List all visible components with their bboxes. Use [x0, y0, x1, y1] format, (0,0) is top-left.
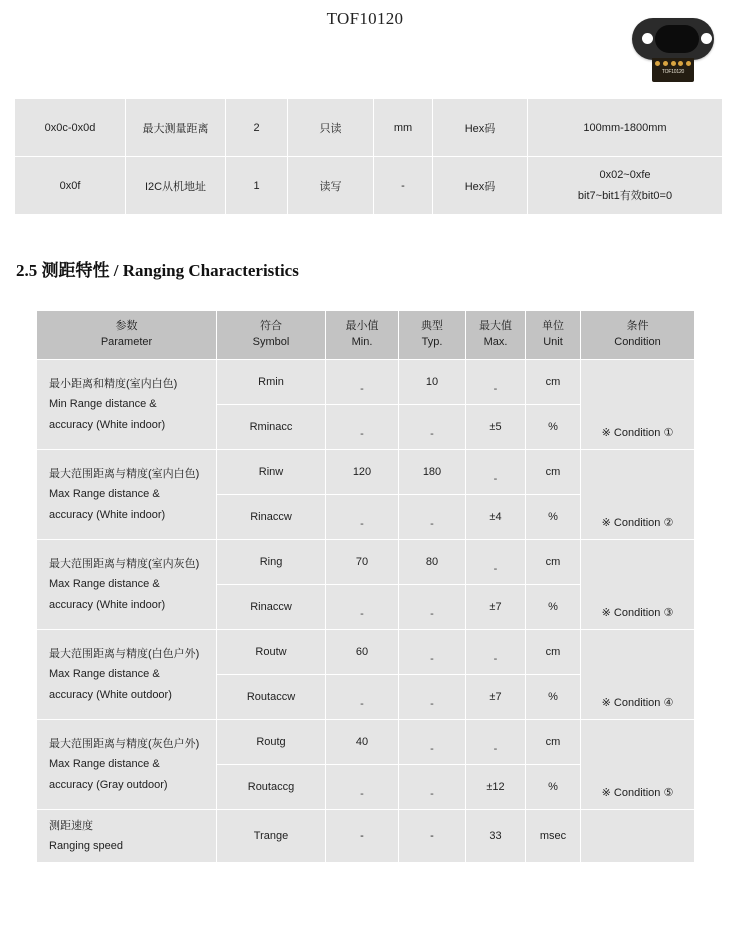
header-cn: 条件 — [626, 320, 649, 333]
typ-value-cell: - — [399, 765, 466, 810]
contact-pad-icon — [671, 61, 676, 66]
sensor-contact-pads — [655, 61, 691, 68]
unit-cell: % — [526, 405, 581, 450]
register-name: 最大测量距离 — [126, 99, 226, 157]
max-value-cell: ±12 — [466, 765, 526, 810]
table-row — [37, 630, 695, 675]
header-en: Condition — [614, 336, 661, 348]
parameter-cell — [37, 810, 217, 863]
max-value-cell: - — [466, 540, 526, 585]
unit-cell: cm — [526, 360, 581, 405]
table-row — [37, 450, 695, 495]
min-value-cell: 70 — [326, 540, 399, 585]
unit-cell: cm — [526, 450, 581, 495]
table-header-row — [37, 311, 695, 360]
condition-cell: ※ Condition ③ — [581, 540, 695, 630]
max-value-cell: - — [466, 630, 526, 675]
header-cn: 典型 — [421, 320, 443, 333]
column-header-unit — [526, 311, 581, 360]
contact-pad-icon — [655, 61, 660, 66]
unit-cell: cm — [526, 540, 581, 585]
register-range — [528, 157, 723, 215]
parameter-cell — [37, 450, 217, 540]
register-access: 读写 — [288, 157, 374, 215]
column-header-max — [466, 311, 526, 360]
min-value-cell: - — [326, 495, 399, 540]
min-value-cell: - — [326, 765, 399, 810]
max-value-cell: - — [466, 720, 526, 765]
header-en: Symbol — [252, 336, 290, 348]
max-value-cell: 33 — [466, 810, 526, 863]
min-value-cell: 60 — [326, 630, 399, 675]
register-range — [528, 99, 723, 157]
contact-pad-icon — [663, 61, 668, 66]
symbol-cell: Rinaccw — [217, 585, 326, 630]
parameter-cn: 最大范围距离与精度(室内灰色) — [49, 557, 200, 570]
column-header-typ — [399, 311, 466, 360]
typ-value-cell: - — [399, 720, 466, 765]
typ-value-cell: - — [399, 810, 466, 863]
parameter-cn: 最大范围距离与精度(灰色户外) — [49, 737, 200, 750]
parameter-en-line2: accuracy (White indoor) — [49, 418, 166, 431]
register-format: Hex码 — [433, 99, 528, 157]
typ-value-cell: 10 — [399, 360, 466, 405]
register-map-table — [14, 98, 723, 215]
max-value-cell: - — [466, 450, 526, 495]
min-value-cell: - — [326, 810, 399, 863]
symbol-cell: Rinw — [217, 450, 326, 495]
parameter-en-line1: Max Range distance & — [49, 488, 160, 501]
symbol-cell: Rminacc — [217, 405, 326, 450]
parameter-cn: 最大范围距离与精度(白色户外) — [49, 647, 200, 660]
column-header-min — [326, 311, 399, 360]
register-unit: mm — [374, 99, 433, 157]
min-value-cell: 120 — [326, 450, 399, 495]
max-value-cell: ±5 — [466, 405, 526, 450]
header-en: Min. — [351, 336, 373, 348]
register-access: 只读 — [288, 99, 374, 157]
typ-value-cell: - — [399, 495, 466, 540]
register-name: I2C从机地址 — [126, 157, 226, 215]
parameter-cn: 最小距离和精度(室内白色) — [49, 377, 178, 390]
typ-value-cell: 180 — [399, 450, 466, 495]
section-heading-ranging-characteristics: 2.5 测距特性 / Ranging Characteristics — [16, 261, 299, 280]
header-cn: 单位 — [542, 320, 564, 333]
product-photo-tof10120 — [628, 16, 718, 84]
min-value-cell: 40 — [326, 720, 399, 765]
unit-cell: cm — [526, 720, 581, 765]
register-range-line2: bit7~bit1有效bit0=0 — [577, 189, 673, 202]
parameter-en-line1: Max Range distance & — [49, 758, 160, 771]
header-en: Unit — [543, 336, 563, 348]
parameter-en-line1: Min Range distance & — [49, 398, 157, 411]
parameter-en-line1: Ranging speed — [49, 840, 124, 852]
contact-pad-icon — [686, 61, 691, 66]
header-en: Max. — [483, 336, 508, 348]
header-cn: 符合 — [260, 320, 282, 333]
symbol-cell: Routaccg — [217, 765, 326, 810]
symbol-cell: Rmin — [217, 360, 326, 405]
condition-cell: ※ Condition ④ — [581, 630, 695, 720]
table-row — [37, 720, 695, 765]
typ-value-cell: - — [399, 630, 466, 675]
typ-value-cell: - — [399, 585, 466, 630]
unit-cell: % — [526, 585, 581, 630]
max-value-cell: ±4 — [466, 495, 526, 540]
parameter-en-line1: Max Range distance & — [49, 578, 160, 591]
parameter-en-line1: Max Range distance & — [49, 668, 160, 681]
unit-cell: % — [526, 675, 581, 720]
condition-cell — [581, 810, 695, 863]
parameter-en-line2: accuracy (White indoor) — [49, 598, 166, 611]
column-header-symbol — [217, 311, 326, 360]
min-value-cell: - — [326, 360, 399, 405]
parameter-cn: 最大范围距离与精度(室内白色) — [49, 467, 200, 480]
parameter-cell — [37, 540, 217, 630]
mounting-hole-right-icon — [701, 33, 712, 44]
register-bytes: 2 — [226, 99, 288, 157]
header-cn: 参数 — [115, 320, 138, 333]
ranging-table-body — [37, 360, 695, 863]
mounting-hole-left-icon — [642, 33, 653, 44]
parameter-en-line2: accuracy (White indoor) — [49, 508, 166, 521]
page-title: TOF10120 — [326, 9, 404, 28]
symbol-cell: Routw — [217, 630, 326, 675]
symbol-cell: Trange — [217, 810, 326, 863]
typ-value-cell: 80 — [399, 540, 466, 585]
register-format: Hex码 — [433, 157, 528, 215]
ranging-characteristics-table — [36, 310, 695, 863]
table-row — [37, 540, 695, 585]
register-bytes: 1 — [226, 157, 288, 215]
header-cn: 最小值 — [345, 320, 379, 333]
register-address: 0x0c-0x0d — [15, 99, 126, 157]
condition-cell: ※ Condition ⑤ — [581, 720, 695, 810]
parameter-cell — [37, 720, 217, 810]
min-value-cell: - — [326, 405, 399, 450]
unit-cell: msec — [526, 810, 581, 863]
header-cn: 最大值 — [479, 320, 512, 333]
table-row — [15, 157, 723, 215]
max-value-cell: ±7 — [466, 675, 526, 720]
parameter-en-line2: accuracy (Gray outdoor) — [49, 778, 168, 791]
parameter-cell — [37, 630, 217, 720]
max-value-cell: - — [466, 360, 526, 405]
max-value-cell: ±7 — [466, 585, 526, 630]
register-address: 0x0f — [15, 157, 126, 215]
parameter-cell — [37, 360, 217, 450]
table-row — [37, 810, 695, 863]
register-range-line1: 0x02~0xfe — [599, 168, 651, 181]
register-range-line1: 100mm-1800mm — [583, 121, 667, 134]
min-value-cell: - — [326, 675, 399, 720]
header-en: Parameter — [100, 336, 153, 348]
table-row — [37, 360, 695, 405]
column-header-parameter — [37, 311, 217, 360]
condition-cell: ※ Condition ① — [581, 360, 695, 450]
symbol-cell: Ring — [217, 540, 326, 585]
typ-value-cell: - — [399, 675, 466, 720]
symbol-cell: Routaccw — [217, 675, 326, 720]
table-row — [15, 99, 723, 157]
contact-pad-icon — [678, 61, 683, 66]
parameter-cn: 测距速度 — [49, 819, 93, 832]
min-value-cell: - — [326, 585, 399, 630]
product-silkscreen-label: TOF10120 — [661, 69, 685, 75]
unit-cell: cm — [526, 630, 581, 675]
sensor-body-icon — [632, 18, 714, 60]
column-header-condition — [581, 311, 695, 360]
unit-cell: % — [526, 495, 581, 540]
symbol-cell: Routg — [217, 720, 326, 765]
condition-cell: ※ Condition ② — [581, 450, 695, 540]
parameter-en-line2: accuracy (White outdoor) — [49, 688, 172, 701]
unit-cell: % — [526, 765, 581, 810]
header-en: Typ. — [421, 336, 443, 348]
sensor-lens-icon — [655, 25, 699, 53]
symbol-cell: Rinaccw — [217, 495, 326, 540]
typ-value-cell: - — [399, 405, 466, 450]
register-unit: - — [374, 157, 433, 215]
